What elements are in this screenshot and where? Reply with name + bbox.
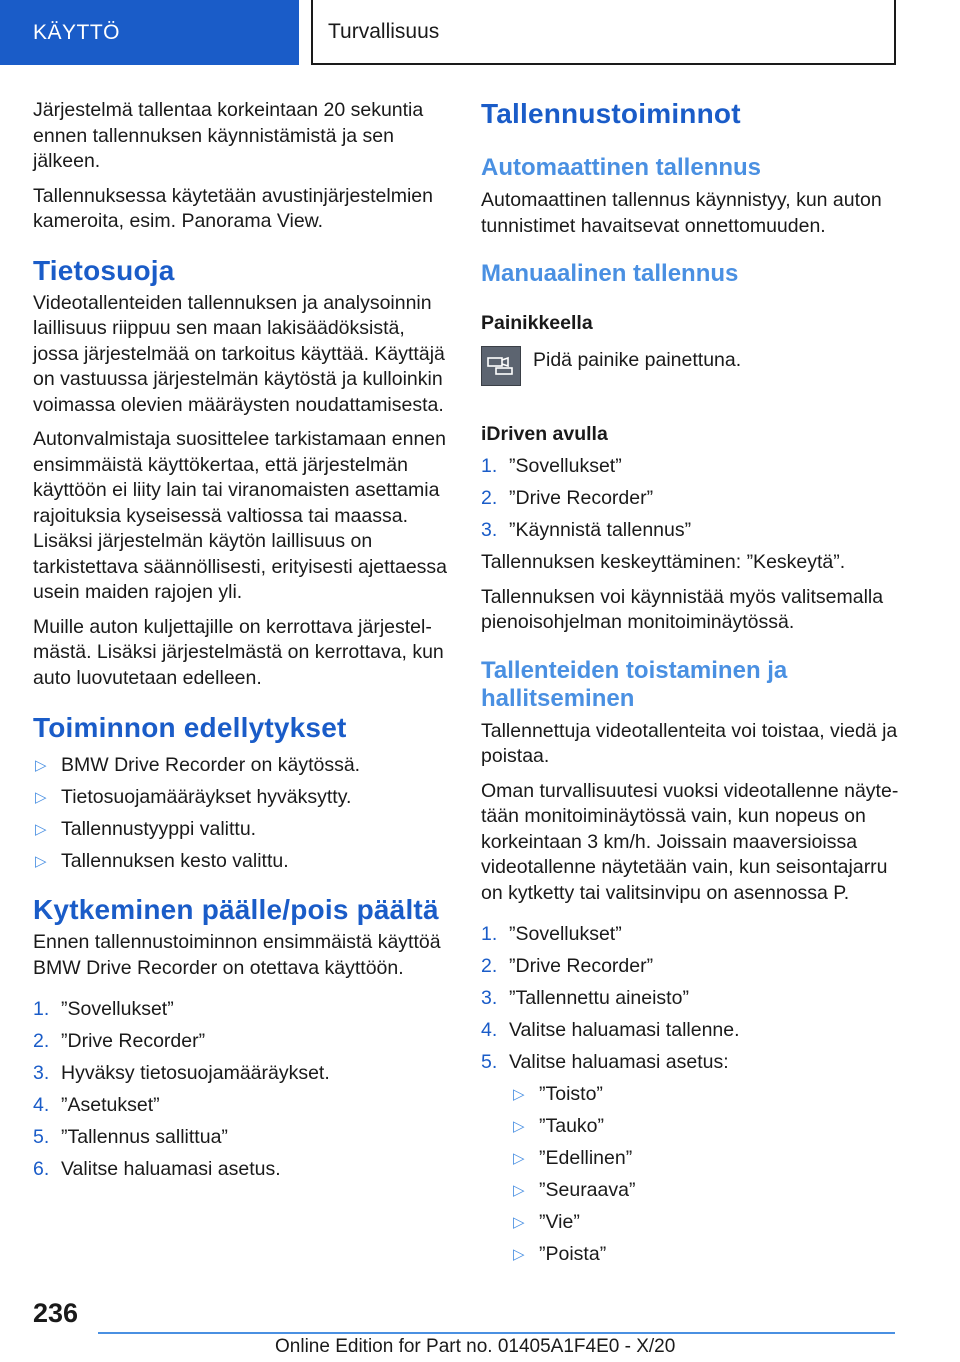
list-item: ▷ ”Poista” (513, 1243, 607, 1265)
privacy-paragraph-3: Muille auton kuljettajille on kerrottava järjestelmästä. Lisäksi järjestelmästä on kerrottava, kun auto luovutetaan edelleen. (33, 615, 444, 689)
list-item: 3. ”Tallennettu aineisto” (481, 987, 689, 1009)
requirements-list (33, 753, 448, 874)
triangle-bullet-icon: ▷ (35, 789, 47, 806)
list-item: ▷ ”Vie” (513, 1211, 580, 1233)
list-item: ▷ ”Tauko” (513, 1115, 605, 1137)
edition-footer: Online Edition for Part no. 01405A1F4E0 - X/20 (275, 1336, 676, 1357)
list-item: ▷ BMW Drive Recorder on käytössä. (35, 754, 361, 776)
drive-recorder-button-icon (481, 346, 521, 386)
triangle-bullet-icon: ▷ (35, 757, 47, 774)
list-item: 5. ”Tallennus sallittua” (33, 1126, 228, 1148)
switching-paragraph: Ennen tallennustoiminnon ensimmäistä käyttöä BMW Drive Recorder on otettava käyttöön. (33, 931, 441, 979)
list-item: 5. Valitse haluamasi asetus: (481, 1051, 729, 1073)
widget-paragraph: Tallennuksen voi käynnistää myös valitsemalla pienoisohjelman monitoiminäytössä. (481, 585, 884, 633)
list-item: 2. ”Drive Recorder” (481, 955, 654, 977)
list-item: 2. ”Drive Recorder” (33, 1030, 206, 1052)
playback-heading (481, 657, 901, 713)
button-heading: Painikkeella (481, 312, 593, 334)
button-instruction (481, 346, 901, 386)
triangle-bullet-icon: ▷ (513, 1214, 525, 1231)
chapter-header (311, 0, 896, 65)
button-instruction-text: Pidä painike painettuna. (533, 349, 742, 371)
list-item: 1. ”Sovellukset” (481, 923, 622, 945)
playback-paragraph-1: Tallennettuja videotallenteita voi toistaa, viedä ja poistaa. (481, 719, 898, 767)
privacy-paragraph-1: Videotallenteiden tallennuksen ja analysoinnin laillisuus riippuu sen maan lakisäädöksistä, jossa järjestelmää on tarkoitus käyttää. Käyttäjä on vastuussa järjestelmän käytöstä ja kulloinkin voimassa olevien määräysten noudattamisesta. (33, 291, 445, 416)
playback-heading-line-2: hallitseminen (481, 684, 635, 712)
list-item: ▷ ”Seuraava” (513, 1179, 636, 1201)
auto-recording-heading: Automaattinen tallennus (481, 154, 762, 181)
section-title: KÄYTTÖ (33, 20, 121, 44)
triangle-bullet-icon: ▷ (35, 853, 47, 870)
list-item: 6. Valitse haluamasi asetus. (33, 1158, 281, 1180)
switching-steps (33, 997, 448, 1182)
list-item: ▷ Tallennuksen kesto valittu. (35, 850, 289, 872)
triangle-bullet-icon: ▷ (513, 1182, 525, 1199)
requirements-heading: Toiminnon edellytykset (33, 712, 347, 743)
privacy-paragraph-2: Autonvalmistaja suosittelee tarkistamaan ennen ensimmäistä käyttökertaa, että järjestelmän käyttöön ei liity lain tai viranomaisten asettamia rajoituksia kyseisessä valtiossa tai maassa. Lisäksi järjestelmän käytön laillisuus on tarkistettava säännöllisesti, erityisesti ajettaessa usein maiden rajojen yli. (33, 428, 448, 603)
left-column (33, 98, 448, 1189)
triangle-bullet-icon: ▷ (513, 1150, 525, 1167)
privacy-heading: Tietosuoja (33, 254, 175, 286)
manual-recording-heading: Manuaalinen tallennus (481, 260, 739, 287)
idrive-steps (481, 454, 901, 543)
list-item: 3. Hyväksy tietosuojamääräykset. (33, 1062, 330, 1084)
auto-recording-paragraph: Automaattinen tallennus käynnistyy, kun auton tunnistimet havaitsevat onnettomuuden. (481, 189, 882, 237)
list-item: ▷ ”Edellinen” (513, 1147, 633, 1169)
idrive-heading: iDriven avulla (481, 423, 608, 445)
right-column (481, 98, 901, 1274)
list-item: 1. ”Sovellukset” (481, 455, 622, 477)
switching-heading: Kytkeminen päälle/pois päältä (33, 894, 439, 925)
triangle-bullet-icon: ▷ (35, 821, 47, 838)
list-item: 1. ”Sovellukset” (33, 998, 174, 1020)
page-number: 236 (33, 1298, 79, 1328)
list-item: ▷ Tallennustyyppi valittu. (35, 818, 257, 840)
footer-divider (98, 1332, 895, 1334)
intro-paragraph-1: Järjestelmä tallentaa korkeintaan 20 sekuntia ennen tallennuksen käynnistämistä ja sen jälkeen. (33, 99, 424, 172)
playback-steps (481, 922, 901, 1075)
triangle-bullet-icon: ▷ (513, 1118, 525, 1135)
list-item: 4. Valitse haluamasi tallenne. (481, 1019, 740, 1041)
camera-record-icon (486, 355, 516, 377)
list-item: 4. ”Asetukset” (33, 1094, 160, 1116)
recording-heading: Tallennustoiminnot (481, 98, 741, 129)
triangle-bullet-icon: ▷ (513, 1246, 525, 1263)
list-item: ▷ Tietosuojamääräykset hyväksytty. (35, 786, 352, 808)
playback-paragraph-2: Oman turvallisuutesi vuoksi videotallenne näytetään monitoiminäytössä vain, kun nopeus on korkeintaan 3 km/h. Joissain maaversioissa videotallenne näytetään vain, kun seisontajarru on kytketty tai valitsinvipu on asennossa P. (481, 779, 899, 904)
playback-heading-line-1: Tallenteiden toistaminen ja (481, 656, 788, 684)
section-tab (0, 0, 299, 65)
list-item: 3. ”Käynnistä tallennus” (481, 519, 692, 541)
playback-options (481, 1082, 901, 1267)
interrupt-paragraph: Tallennuksen keskeyttäminen: ”Keskeytä”. (481, 551, 846, 573)
list-item: 2. ”Drive Recorder” (481, 487, 654, 509)
triangle-bullet-icon: ▷ (513, 1086, 525, 1103)
list-item: ▷ ”Toisto” (513, 1083, 603, 1105)
chapter-title: Turvallisuus (328, 19, 440, 43)
intro-paragraph-2: Tallennuksessa käytetään avustinjärjestelmien kameroita, esim. Panorama View. (33, 184, 433, 232)
